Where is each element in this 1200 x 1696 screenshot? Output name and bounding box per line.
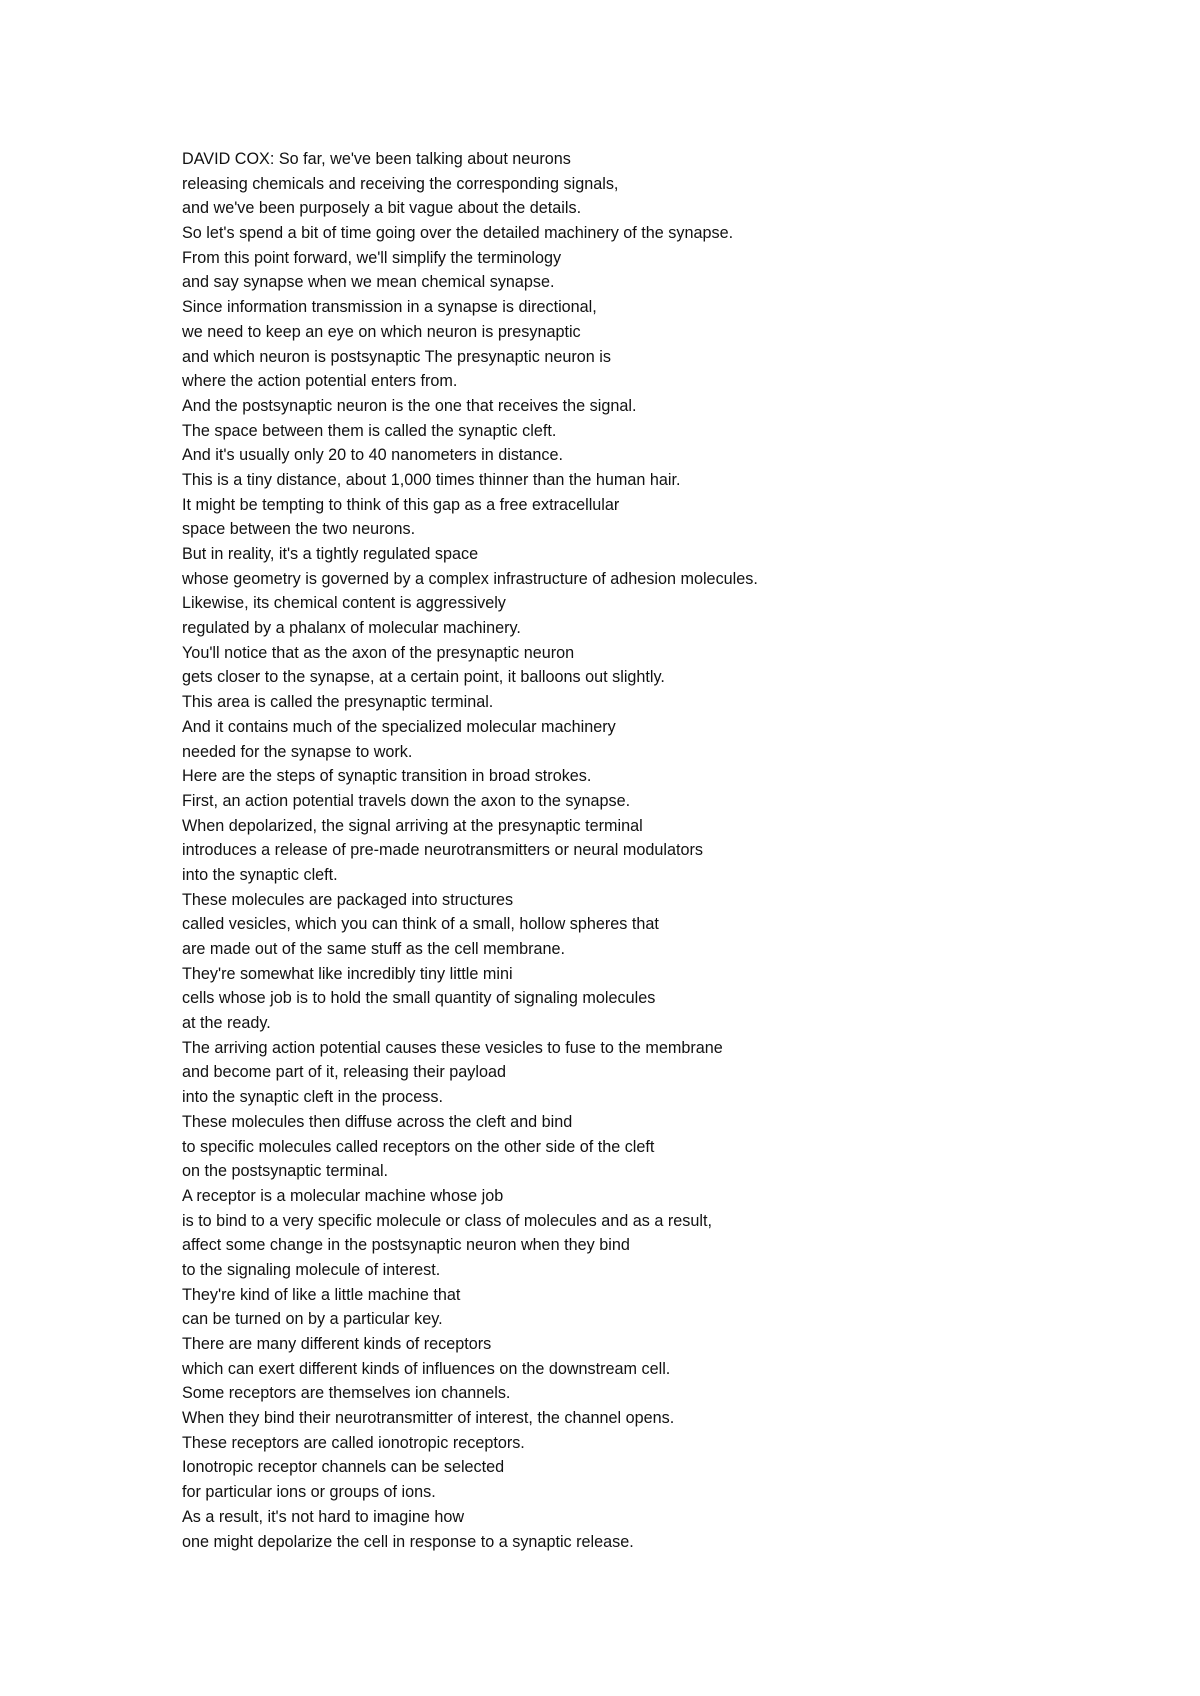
transcript-line: needed for the synapse to work. — [182, 742, 413, 761]
transcript-line: Likewise, its chemical content is aggressively — [182, 594, 506, 613]
transcript-line: releasing chemicals and receiving the corresponding signals, — [182, 174, 619, 193]
transcript-line: Ionotropic receptor channels can be selected — [182, 1458, 505, 1477]
transcript-line: But in reality, it's a tightly regulated space — [182, 545, 479, 563]
transcript-line: A receptor is a molecular machine whose job — [182, 1186, 504, 1205]
transcript-line: When depolarized, the signal arriving at the presynaptic terminal — [182, 816, 643, 835]
transcript-line: and become part of it, releasing their payload — [182, 1063, 506, 1082]
transcript-line: As a result, it's not hard to imagine how — [182, 1507, 465, 1526]
transcript-line: and say synapse when we mean chemical synapse. — [182, 273, 555, 292]
transcript-line: These molecules are packaged into structures — [182, 890, 514, 909]
transcript-line: regulated by a phalanx of molecular machinery. — [182, 619, 521, 638]
transcript-line: one might depolarize the cell in response to a synaptic release. — [182, 1532, 634, 1551]
transcript-line: These receptors are called ionotropic receptors. — [182, 1433, 525, 1452]
transcript-line: And it contains much of the specialized molecular machinery — [182, 717, 616, 736]
transcript-line: There are many different kinds of receptors — [182, 1335, 492, 1353]
transcript-line: The arriving action potential causes these vesicles to fuse to the membrane — [182, 1038, 723, 1057]
transcript-line: Some receptors are themselves ion channels. — [182, 1384, 511, 1403]
transcript-line: They're somewhat like incredibly tiny little mini — [182, 964, 513, 983]
transcript-line: When they bind their neurotransmitter of interest, the channel opens. — [182, 1409, 675, 1428]
transcript-line: into the synaptic cleft. — [182, 865, 338, 884]
transcript-line: can be turned on by a particular key. — [182, 1310, 443, 1329]
transcript-line: This is a tiny distance, about 1,000 times thinner than the human hair. — [182, 470, 681, 489]
transcript-line: These molecules then diffuse across the cleft and bind — [182, 1112, 573, 1131]
transcript-line: into the synaptic cleft in the process. — [182, 1088, 443, 1107]
transcript-line: introduces a release of pre-made neurotransmitters or neural modulators — [182, 841, 703, 860]
transcript-line: which can exert different kinds of influences on the downstream cell. — [182, 1359, 671, 1378]
transcript-line: First, an action potential travels down the axon to the synapse. — [182, 791, 631, 810]
transcript-line: DAVID COX: So far, we've been talking about neurons — [182, 150, 571, 168]
transcript-line: at the ready. — [182, 1014, 271, 1033]
transcript-line: are made out of the same stuff as the cell membrane. — [182, 940, 566, 958]
transcript-line: You'll notice that as the axon of the presynaptic neuron — [182, 643, 575, 662]
transcript-line: is to bind to a very specific molecule or class of molecules and as a result, — [182, 1211, 712, 1230]
transcript-line: to specific molecules called receptors on the other side of the cleft — [182, 1137, 655, 1156]
transcript-line: affect some change in the postsynaptic neuron when they bind — [182, 1236, 630, 1255]
transcript-line: and we've been purposely a bit vague about the details. — [182, 199, 582, 218]
transcript-line: gets closer to the synapse, at a certain point, it balloons out slightly. — [182, 668, 665, 687]
transcript-line: where the action potential enters from. — [182, 372, 458, 391]
transcript-line: to the signaling molecule of interest. — [182, 1260, 441, 1279]
transcript-line: From this point forward, we'll simplify the terminology — [182, 248, 562, 267]
transcript-line: The space between them is called the synaptic cleft. — [182, 421, 557, 440]
transcript-line: Since information transmission in a synapse is directional, — [182, 298, 597, 317]
transcript-line: And the postsynaptic neuron is the one that receives the signal. — [182, 396, 637, 415]
transcript-line: we need to keep an eye on which neuron is presynaptic — [182, 322, 581, 341]
transcript-line: They're kind of like a little machine that — [182, 1285, 461, 1304]
transcript-line: This area is called the presynaptic terminal. — [182, 693, 494, 712]
transcript-line: It might be tempting to think of this gap as a free extracellular — [182, 495, 620, 514]
transcript-line: Here are the steps of synaptic transition in broad strokes. — [182, 767, 592, 786]
transcript-line: for particular ions or groups of ions. — [182, 1483, 436, 1502]
transcript-line: called vesicles, which you can think of a small, hollow spheres that — [182, 915, 659, 934]
transcript-line: whose geometry is governed by a complex infrastructure of adhesion molecules. — [182, 569, 758, 588]
transcript-body — [182, 147, 1162, 1554]
transcript-line: on the postsynaptic terminal. — [182, 1162, 389, 1181]
transcript-line: space between the two neurons. — [182, 520, 416, 539]
transcript-line: And it's usually only 20 to 40 nanometers in distance. — [182, 446, 564, 465]
transcript-line: So let's spend a bit of time going over the detailed machinery of the synapse. — [182, 224, 734, 243]
transcript-line: cells whose job is to hold the small quantity of signaling molecules — [182, 989, 656, 1008]
transcript-line: and which neuron is postsynaptic The presynaptic neuron is — [182, 347, 611, 366]
